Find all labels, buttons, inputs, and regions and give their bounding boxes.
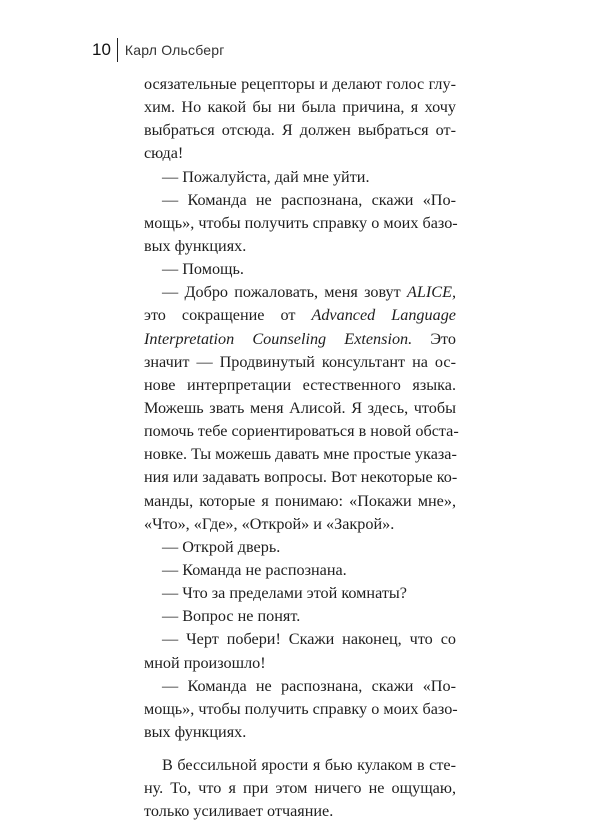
text-line: Можешь звать меня Алисой. Я здесь, чтобы [144,398,456,417]
text-line: — Команда не распознана, скажи «По- [162,190,456,209]
text-line: выбраться отсюда. Я должен выбраться от- [144,121,456,140]
text-line: вых функциях. [144,236,247,255]
dialogue-line [144,605,456,628]
text-line [144,304,456,327]
text-line: значит — Продвинутый консультант на ос- [144,352,456,371]
text-line [144,281,456,304]
text-line: «Что», «Где», «Открой» и «Закрой». [144,514,395,533]
text-line: мной произошло! [144,653,266,672]
text-line [144,328,456,351]
text-line: манды, которые я понимаю: «Покажи мне», [144,491,456,510]
text-line: — Что за пределами этой комнаты? [162,584,407,603]
paragraph [144,754,456,823]
text-run: это сокращение от [144,306,296,325]
dialogue-line [144,536,456,559]
text-run: — Добро пожаловать, меня зовут [162,283,401,302]
text-line: нове интерпретации естественного языка. [144,375,456,394]
text-line: — Помощь. [162,260,244,279]
dialogue-line [144,628,456,674]
text-line: — Команда не распознана, скажи «По- [162,676,456,695]
body-text [144,73,459,824]
text-line: мощь», чтобы получить справку о моих базо- [144,699,458,718]
text-line: новке. Ты можешь давать мне простые указа- [144,445,457,464]
italic-text: Interpretation Counseling Extension. [144,329,413,348]
text-line: ния или задавать вопросы. Вот некоторые ко- [144,468,458,487]
dialogue-line [144,675,456,744]
text-line: сюда! [144,144,184,163]
text-line: — Открой дверь. [162,537,281,556]
dialogue-line [144,189,456,258]
text-line: — Пожалуйста, дай мне уйти. [162,167,370,186]
text-line: ну. То, что я при этом ничего не ощущаю, [144,779,456,798]
running-head-author: Карл Ольсберг [124,42,225,58]
text-line: — Черт побери! Скажи наконец, что со [162,630,456,649]
text-line: хим. Но какой бы ни была причина, я хочу [144,98,456,117]
page-header [92,38,225,62]
text-line: только усиливает отчаяние. [144,802,334,821]
dialogue-line [144,258,456,281]
text-line: вых функциях. [144,722,247,741]
dialogue-line [144,559,456,582]
text-line: — Вопрос не понят. [162,607,301,626]
text-line: В бессильной ярости я бью кулаком в сте- [162,756,456,775]
paragraph [144,73,456,166]
text-line: помочь тебе сориентироваться в новой обста- [144,422,459,441]
text-run: Это [430,329,456,348]
text-line: — Команда не распознана. [162,560,347,579]
italic-text: Advanced Language [311,306,456,325]
text-line: мощь», чтобы получить справку о моих базо- [144,213,458,232]
dialogue-line [144,582,456,605]
dialogue-line [144,281,459,536]
text-line: осязательные рецепторы и делают голос глу- [144,75,456,93]
dialogue-line [144,166,456,189]
page-number: 10 [92,40,111,59]
italic-text: ALICE, [407,283,457,302]
paragraph-spacing [144,744,456,754]
